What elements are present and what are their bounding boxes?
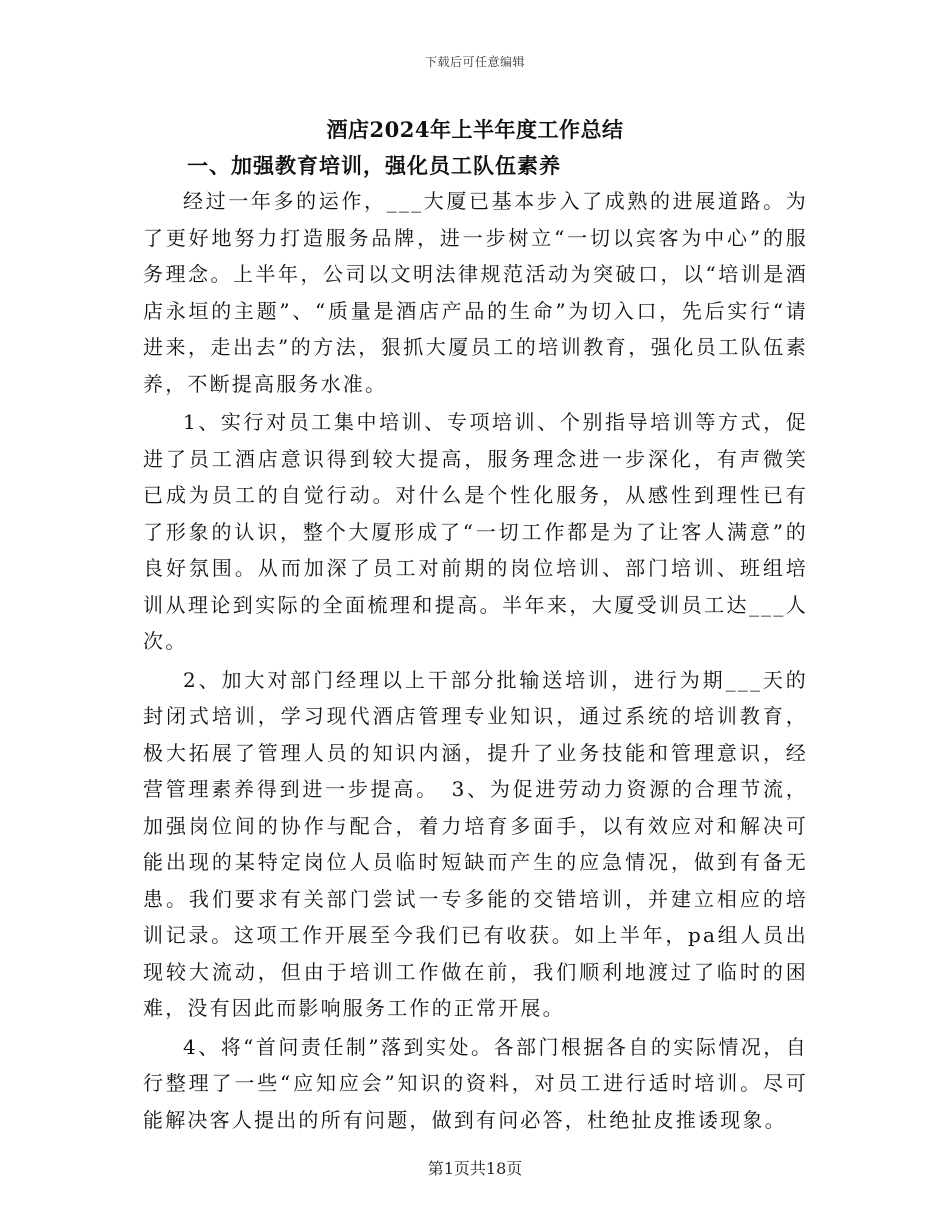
section-heading: 一、加强教育培训，强化员工队伍素养 [187,153,561,178]
paragraph: 1、实行对员工集中培训、专项培训、个别指导培训等方式，促进了员工酒店意识得到较大提高，服务理念进一步深化，有声微笑已成为员工的自觉行动。对什么是个性化服务，从感性到理性已有了形象的认识，整个大厦形成了“一切工作都是为了让客人满意”的良好氛围。从而加深了员工对前期的岗位培训、部门培训、班组培训从理论到实际的全面梳理和提高。半年来，大厦受训员工达___人次。 [143,410,808,653]
header-note: 下载后可任意编辑 [424,55,525,69]
paragraph: 4、将“首问责任制”落到实处。各部门根据各自的实际情况，自行整理了一些“应知应会”知识的资料，对员工进行适时培训。尽可能解决客人提出的所有问题，做到有问必答，杜绝扯皮推诿现象。 [143,1034,808,1132]
page-footer: 第1页共18页 [427,1159,523,1178]
paragraph: 经过一年多的运作，___大厦已基本步入了成熟的进展道路。为了更好地努力打造服务品牌，进一步树立“一切以宾客为中心”的服务理念。上半年，公司以文明法律规范活动为突破口，以“培训是酒店永垣的主题”、“质量是酒店产品的生命”为切入口，先后实行“请进来，走出去”的方法，狠抓大厦员工的培训教育，强化员工队伍素养，不断提高服务水准。 [143,189,808,396]
paragraph: 2、加大对部门经理以上干部分批输送培训，进行为期___天的封闭式培训，学习现代酒店管理专业知识，通过系统的培训教育，极大拓展了管理人员的知识内涵，提升了业务技能和管理意识，经营管理素养得到进一步提高。 3、为促进劳动力资源的合理节流，加强岗位间的协作与配合，着力培育多面手，以有效应对和解决可能出现的某特定岗位人员临时短缺而产生的应急情况，做到有备无患。我们要求有关部门尝试一专多能的交错培训，并建立相应的培训记录。这项工作开展至今我们已有收获。如上半年，pa组人员出现较大流动，但由于培训工作做在前，我们顺利地渡过了临时的困难，没有因此而影响服务工作的正常开展。 [143,667,808,1020]
document-body [143,183,808,1140]
document-title: 酒店2024年上半年度工作总结 [326,117,624,142]
